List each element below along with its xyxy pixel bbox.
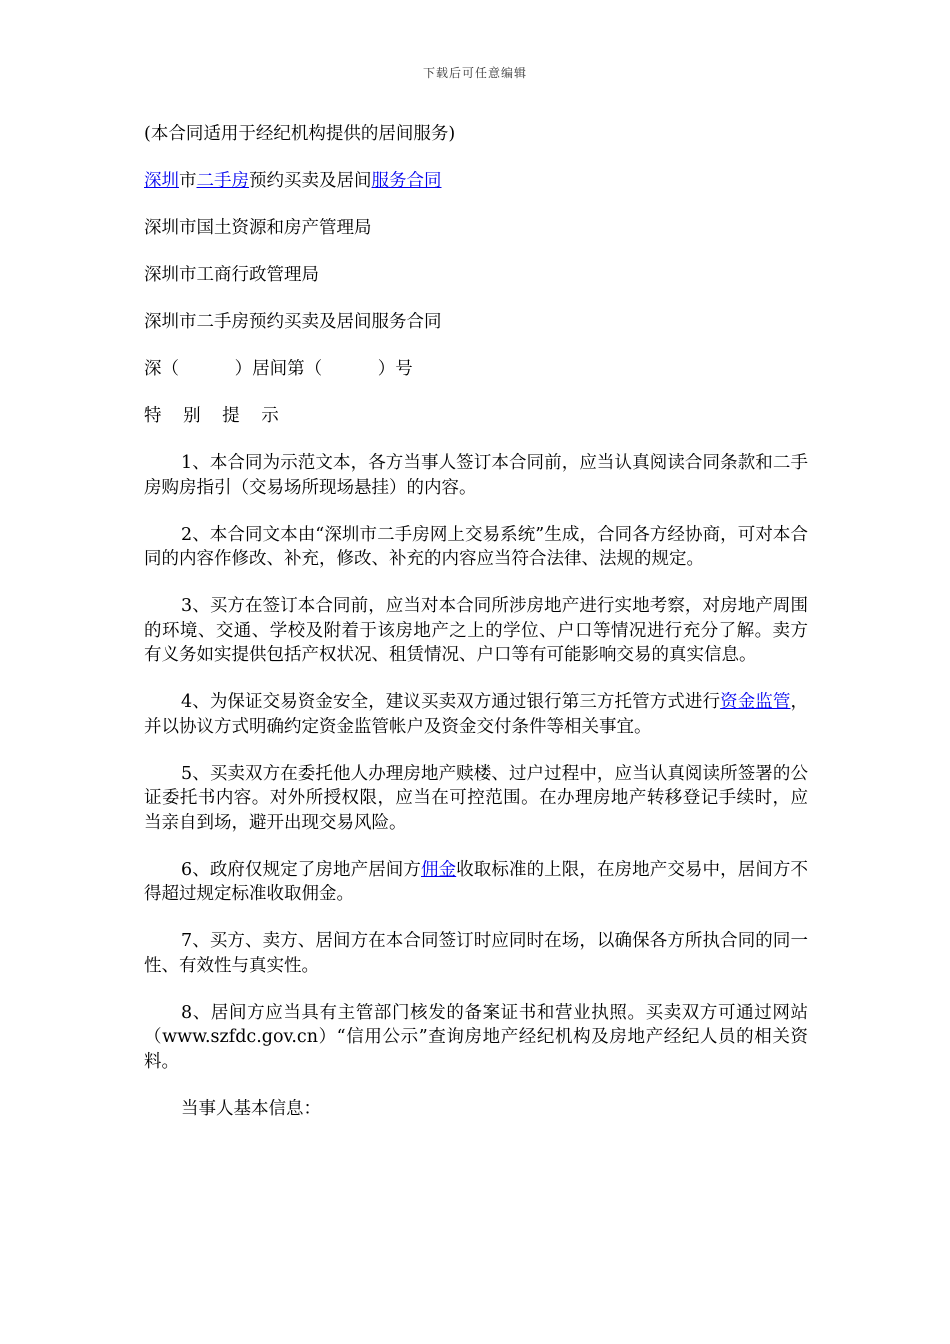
link-fund-supervision[interactable]: 资金监管 xyxy=(720,692,791,712)
title-text-middle: 预约买卖及居间 xyxy=(249,171,372,191)
notice-item-6-after: 收取标准的上限，在房地产交易中，居间方不得超过规定标准收取佣金。 xyxy=(144,859,809,904)
link-shenzhen[interactable]: 深圳 xyxy=(144,171,179,191)
notice-item-5: 5、买卖双方在委托他人办理房地产赎楼、过户过程中，应当认真阅读所签署的公证委托书内容。对外所授权限，应当在可控范围。在办理房地产转移登记手续时，应当亲自到场，避开出现交易风险。 xyxy=(144,763,808,833)
title-text-city: 市 xyxy=(179,171,197,191)
notice-item-7: 7、买方、卖方、居间方在本合同签订时应同时在场，以确保各方所执合同的同一性、有效性与真实性。 xyxy=(144,931,808,976)
issuer-commerce-bureau: 深圳市工商行政管理局 xyxy=(144,265,319,285)
notice-item-1: 1、本合同为示范文本，各方当事人签订本合同前，应当认真阅读合同条款和二手房购房指引（交易场所现场悬挂）的内容。 xyxy=(144,453,808,498)
page-header-watermark: 下载后可任意编辑 xyxy=(422,66,527,80)
notice-item-2: 2、本合同文本由“深圳市二手房网上交易系统”生成，合同各方经协商，可对本合同的内容作修改、补充，修改、补充的内容应当符合法律、法规的规定。 xyxy=(144,524,808,569)
notice-item-4-after: ，并以协议方式明确约定资金监管帐户及资金交付条件等相关事宜。 xyxy=(144,692,808,737)
notice-item-4-before: 4、为保证交易资金安全，建议买卖双方通过银行第三方托管方式进行 xyxy=(181,692,721,712)
link-second-hand-house[interactable]: 二手房 xyxy=(196,171,249,191)
contract-number-line: 深（ ）居间第（ ）号 xyxy=(144,359,413,379)
contract-name: 深圳市二手房预约买卖及居间服务合同 xyxy=(144,312,442,332)
contract-title-line xyxy=(144,169,808,194)
parties-info-heading: 当事人基本信息： xyxy=(181,1098,321,1119)
link-commission[interactable]: 佣金 xyxy=(420,859,457,880)
notice-item-4 xyxy=(144,690,808,739)
issuer-land-resources-bureau: 深圳市国土资源和房产管理局 xyxy=(144,218,372,238)
scope-note: (本合同适用于经纪机构提供的居间服务) xyxy=(144,124,456,144)
document-body xyxy=(144,122,808,1121)
notice-item-3: 3、买方在签订本合同前，应当对本合同所涉房地产进行实地考察，对房地产周围的环境、交通、学校及附着于该房地产之上的学位、户口等情况进行充分了解。卖方有义务如实提供包括产权状况、租赁情况、户口等有可能影响交易的真实信息。 xyxy=(144,596,808,665)
notice-item-6-before: 6、政府仅规定了房地产居间方 xyxy=(181,859,421,880)
link-service-contract[interactable]: 服务合同 xyxy=(371,171,442,191)
notice-item-6 xyxy=(144,858,808,907)
notice-item-8: 8、居间方应当具有主管部门核发的备案证书和营业执照。买卖双方可通过网站（www.szfdc.gov.cn）“信用公示”查询房地产经纪机构及房地产经纪人员的相关资料。 xyxy=(144,1002,808,1072)
special-notice-heading: 特 别 提 示 xyxy=(144,406,287,426)
